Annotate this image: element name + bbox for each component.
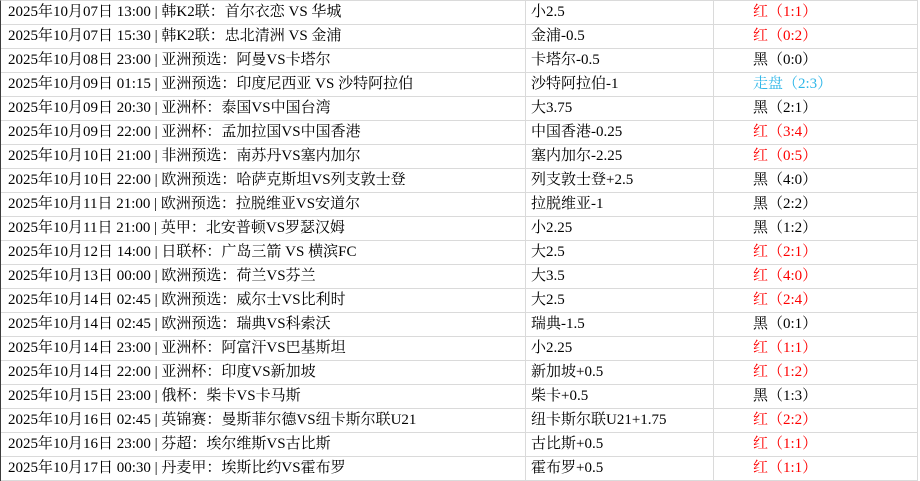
table-row [1,97,918,121]
match-info-cell: 2025年10月08日 23:00 | 亚洲预选：阿曼VS卡塔尔 [1,49,526,72]
result-cell: 红（1:1） [714,1,918,24]
table-row [1,121,918,145]
result-cell: 红（1:2） [714,361,918,384]
handicap-cell: 中国香港-0.25 [526,121,714,144]
table-row [1,169,918,193]
match-info-cell: 2025年10月09日 22:00 | 亚洲杯：孟加拉国VS中国香港 [1,121,526,144]
match-info-cell: 2025年10月09日 20:30 | 亚洲杯：泰国VS中国台湾 [1,97,526,120]
match-info-cell: 2025年10月16日 02:45 | 英锦赛：曼斯菲尔德VS纽卡斯尔联U21 [1,409,526,432]
match-info-cell: 2025年10月16日 23:00 | 芬超：埃尔维斯VS古比斯 [1,433,526,456]
result-cell: 黑（0:0） [714,49,918,72]
result-cell: 红（4:0） [714,265,918,288]
table-row [1,145,918,169]
handicap-cell: 大3.5 [526,265,714,288]
match-info-cell: 2025年10月14日 23:00 | 亚洲杯：阿富汗VS巴基斯坦 [1,337,526,360]
handicap-cell: 小2.5 [526,1,714,24]
table-row [1,217,918,241]
table-row [1,289,918,313]
match-info-cell: 2025年10月13日 00:00 | 欧洲预选：荷兰VS芬兰 [1,265,526,288]
handicap-cell: 大3.75 [526,97,714,120]
handicap-cell: 金浦-0.5 [526,25,714,48]
match-info-cell: 2025年10月14日 22:00 | 亚洲杯：印度VS新加坡 [1,361,526,384]
handicap-cell: 霍布罗+0.5 [526,457,714,480]
result-cell: 黑（2:2） [714,193,918,216]
match-info-cell: 2025年10月17日 00:30 | 丹麦甲：埃斯比约VS霍布罗 [1,457,526,480]
table-row [1,409,918,433]
match-info-cell: 2025年10月12日 14:00 | 日联杯：广岛三箭 VS 横滨FC [1,241,526,264]
table-row [1,241,918,265]
result-cell: 黑（1:2） [714,217,918,240]
handicap-cell: 大2.5 [526,289,714,312]
handicap-cell: 卡塔尔-0.5 [526,49,714,72]
match-info-cell: 2025年10月15日 23:00 | 俄杯：柴卡VS卡马斯 [1,385,526,408]
table-row [1,361,918,385]
table-row [1,25,918,49]
table-row [1,193,918,217]
match-info-cell: 2025年10月09日 01:15 | 亚洲预选：印度尼西亚 VS 沙特阿拉伯 [1,73,526,96]
table-row [1,1,918,25]
match-info-cell: 2025年10月10日 22:00 | 欧洲预选：哈萨克斯坦VS列支敦士登 [1,169,526,192]
match-info-cell: 2025年10月14日 02:45 | 欧洲预选：瑞典VS科索沃 [1,313,526,336]
table-row [1,313,918,337]
handicap-cell: 古比斯+0.5 [526,433,714,456]
table-row [1,457,918,481]
result-cell: 红（0:2） [714,25,918,48]
result-cell: 黑（1:3） [714,385,918,408]
result-cell: 红（3:4） [714,121,918,144]
result-cell: 红（0:5） [714,145,918,168]
match-info-cell: 2025年10月07日 13:00 | 韩K2联：首尔衣恋 VS 华城 [1,1,526,24]
table-row [1,73,918,97]
table-row [1,385,918,409]
handicap-cell: 大2.5 [526,241,714,264]
handicap-cell: 塞内加尔-2.25 [526,145,714,168]
table-row [1,337,918,361]
result-cell: 红（1:1） [714,433,918,456]
result-cell: 走盘（2:3） [714,73,918,96]
result-cell: 黑（0:1） [714,313,918,336]
table-row [1,265,918,289]
handicap-cell: 小2.25 [526,217,714,240]
handicap-cell: 瑞典-1.5 [526,313,714,336]
result-cell: 红（2:2） [714,409,918,432]
table-row [1,433,918,457]
match-info-cell: 2025年10月10日 21:00 | 非洲预选：南苏丹VS塞内加尔 [1,145,526,168]
result-cell: 红（2:1） [714,241,918,264]
match-info-cell: 2025年10月11日 21:00 | 欧洲预选：拉脱维亚VS安道尔 [1,193,526,216]
match-info-cell: 2025年10月07日 15:30 | 韩K2联：忠北清洲 VS 金浦 [1,25,526,48]
result-cell: 红（1:1） [714,337,918,360]
handicap-cell: 小2.25 [526,337,714,360]
result-cell: 黑（2:1） [714,97,918,120]
result-cell: 红（1:1） [714,457,918,480]
result-cell: 红（2:4） [714,289,918,312]
match-info-cell: 2025年10月14日 02:45 | 欧洲预选：威尔士VS比利时 [1,289,526,312]
handicap-cell: 列支敦士登+2.5 [526,169,714,192]
handicap-cell: 沙特阿拉伯-1 [526,73,714,96]
result-cell: 黑（4:0） [714,169,918,192]
handicap-cell: 柴卡+0.5 [526,385,714,408]
table-row [1,49,918,73]
handicap-cell: 拉脱维亚-1 [526,193,714,216]
match-info-cell: 2025年10月11日 21:00 | 英甲：北安普顿VS罗瑟汉姆 [1,217,526,240]
handicap-cell: 纽卡斯尔联U21+1.75 [526,409,714,432]
handicap-cell: 新加坡+0.5 [526,361,714,384]
